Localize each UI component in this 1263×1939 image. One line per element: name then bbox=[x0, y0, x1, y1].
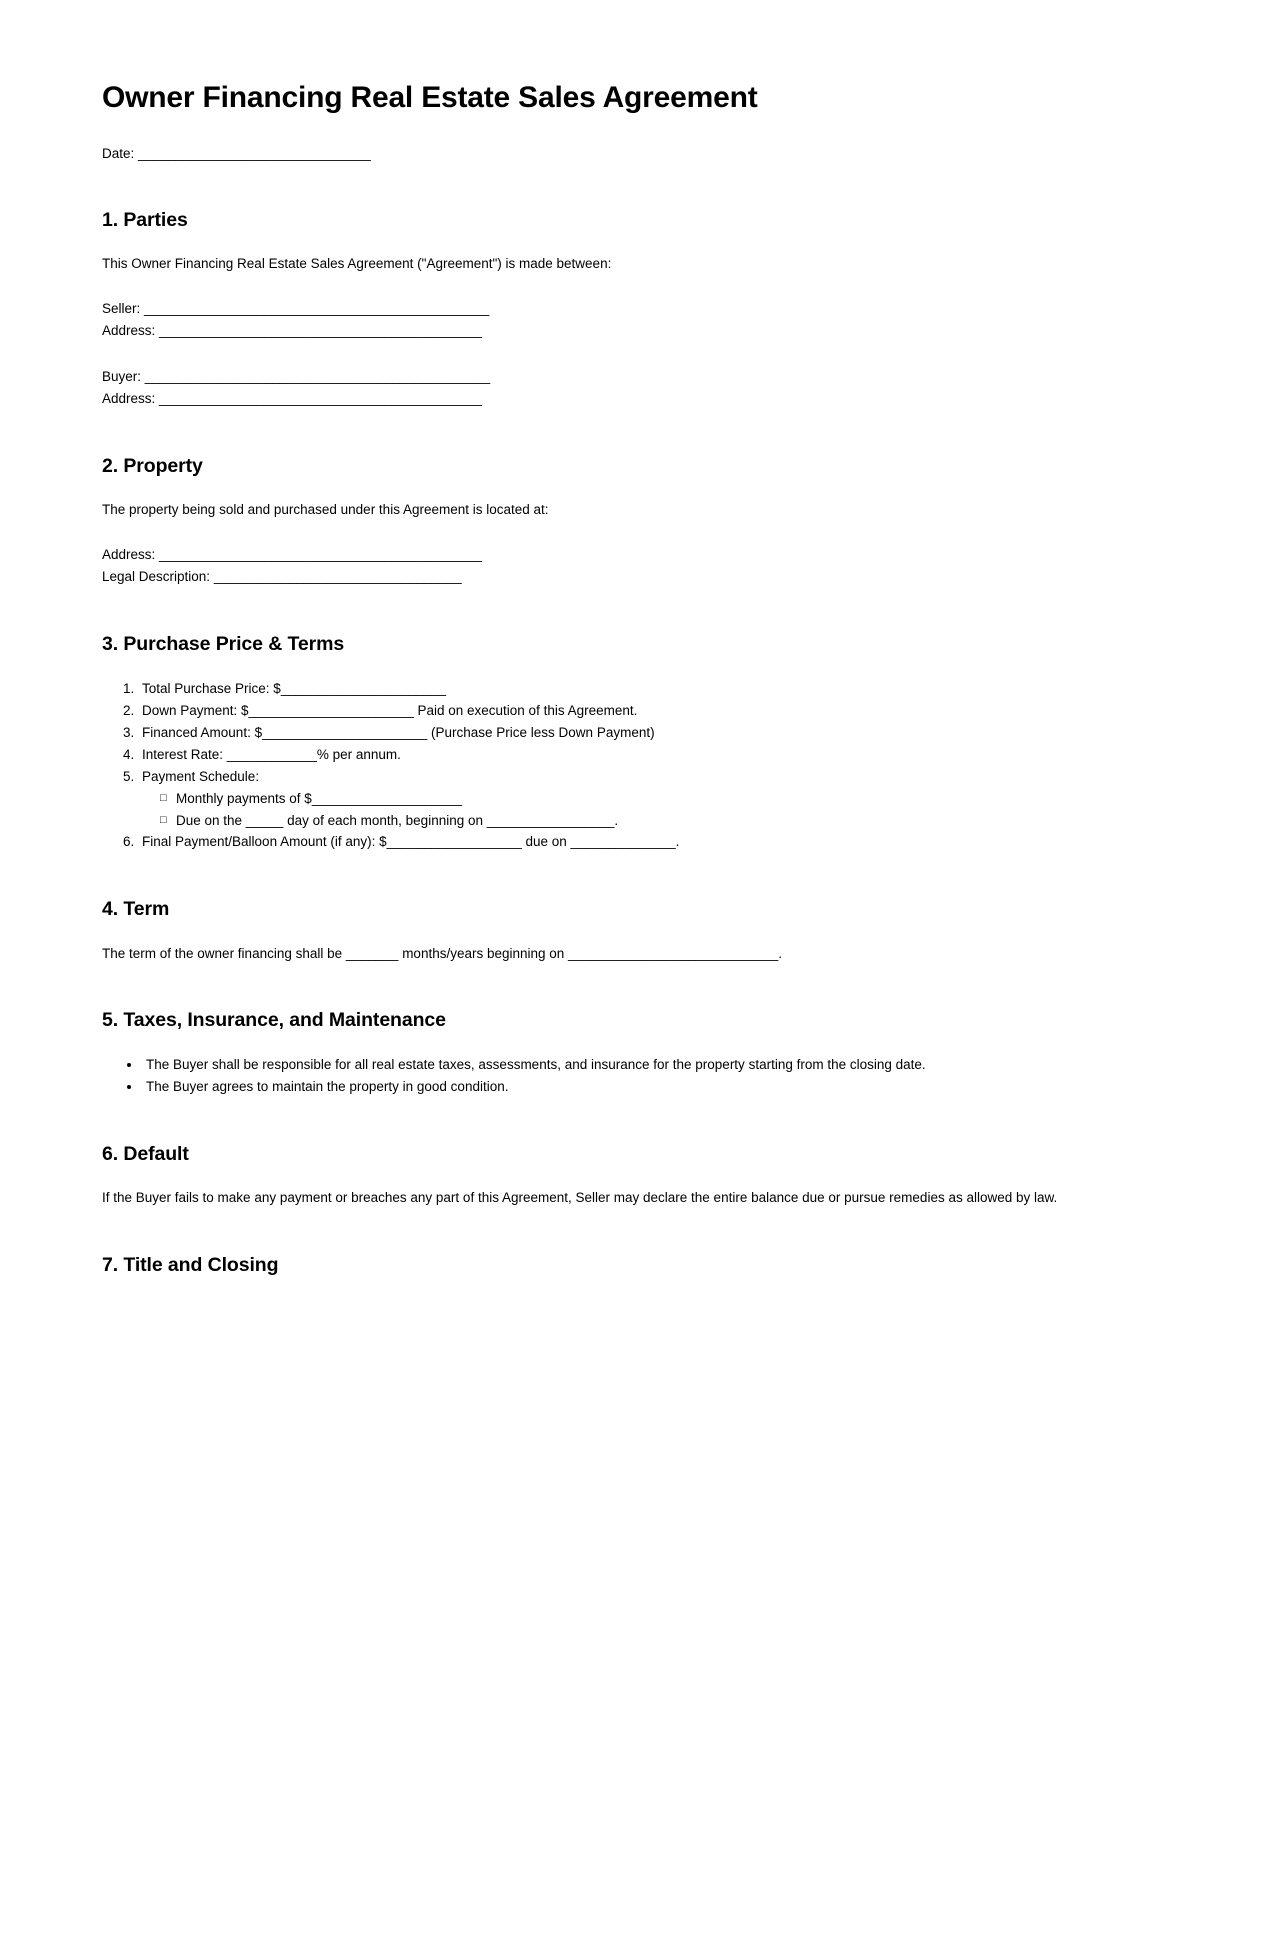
section-heading-taxes: 5. Taxes, Insurance, and Maintenance bbox=[102, 1008, 446, 1031]
financed-amount-text: Financed Amount: $______________________ (Purchase Price less Down Payment) bbox=[142, 725, 655, 741]
monthly-payments-text: Monthly payments of $____________________ bbox=[176, 790, 462, 806]
date-label: Date: bbox=[102, 146, 139, 161]
seller-address-blank[interactable]: ___________________________________________ bbox=[159, 323, 482, 339]
seller-name-blank[interactable]: ______________________________________________ bbox=[144, 301, 490, 317]
final-payment-text: Final Payment/Balloon Amount (if any): $__________________ due on ______________. bbox=[142, 834, 680, 850]
buyer-name-blank[interactable]: ______________________________________________ bbox=[144, 368, 491, 384]
taxes-bullet-list bbox=[102, 1054, 1163, 1098]
seller-name-line bbox=[102, 298, 1163, 320]
parties-intro-text: This Owner Financing Real Estate Sales Agreement ("Agreement") is made between: bbox=[102, 255, 612, 271]
payment-schedule-sub-list bbox=[142, 788, 1163, 832]
section-heading-property: 2. Property bbox=[102, 454, 203, 477]
buyer-name-line bbox=[102, 366, 1163, 388]
interest-rate-text: Interest Rate: ____________% per annum. bbox=[142, 746, 401, 762]
list-item-total-purchase-price[interactable] bbox=[138, 678, 1163, 700]
checkbox-square-icon: □ bbox=[160, 791, 167, 804]
property-address-line bbox=[102, 544, 1163, 566]
list-item-final-payment[interactable] bbox=[138, 831, 1163, 853]
seller-address-line bbox=[102, 320, 1163, 342]
sub-item-monthly-payments[interactable] bbox=[160, 788, 1163, 810]
list-item-down-payment[interactable] bbox=[138, 700, 1163, 722]
due-on-text: Due on the _____ day of each month, beginning on _________________. bbox=[176, 812, 619, 828]
total-purchase-price-text: Total Purchase Price: $______________________ bbox=[142, 681, 446, 697]
list-item-financed-amount[interactable] bbox=[138, 722, 1163, 744]
seller-address-label: Address: bbox=[102, 323, 160, 339]
section-heading-term: 4. Term bbox=[102, 898, 170, 921]
buyer-address-label: Address: bbox=[102, 390, 160, 406]
date-blank[interactable]: _______________________________ bbox=[138, 146, 371, 161]
section-heading-parties: 1. Parties bbox=[102, 208, 188, 231]
section-heading-purchase-price: 3. Purchase Price & Terms bbox=[102, 632, 345, 655]
list-item: • The Buyer agrees to maintain the property in good condition. bbox=[142, 1076, 1163, 1098]
legal-description-blank[interactable]: _________________________________ bbox=[213, 569, 462, 585]
legal-description-line bbox=[102, 566, 1163, 588]
buyer-address-blank[interactable]: ___________________________________________ bbox=[159, 390, 482, 406]
list-item: • The Buyer shall be responsible for all real estate taxes, assessments, and insurance for the property starting from the closing date. bbox=[142, 1054, 1163, 1076]
seller-label: Seller: bbox=[102, 301, 145, 317]
buyer-address-line bbox=[102, 388, 1163, 410]
page-title: Owner Financing Real Estate Sales Agreement bbox=[102, 81, 758, 114]
buyer-label: Buyer: bbox=[102, 368, 145, 384]
legal-description-label: Legal Description: bbox=[102, 569, 214, 585]
property-field-block bbox=[102, 544, 1163, 588]
buyer-field-block bbox=[102, 366, 1163, 410]
down-payment-text: Down Payment: $______________________ Paid on execution of this Agreement. bbox=[142, 703, 638, 719]
list-item-payment-schedule[interactable] bbox=[138, 766, 1163, 832]
term-text: The term of the owner financing shall be _______ months/years beginning on ____________________________. bbox=[102, 945, 783, 961]
property-intro-text: The property being sold and purchased under this Agreement is located at: bbox=[102, 502, 549, 517]
section-heading-title-closing: 7. Title and Closing bbox=[102, 1253, 279, 1276]
sub-item-due-on[interactable] bbox=[160, 810, 1163, 832]
seller-field-block bbox=[102, 298, 1163, 342]
property-address-label: Address: bbox=[102, 547, 160, 563]
checkbox-square-icon: □ bbox=[160, 813, 167, 826]
date-field-line bbox=[102, 144, 1163, 164]
section-heading-default: 6. Default bbox=[102, 1142, 189, 1165]
payment-schedule-label: Payment Schedule: bbox=[142, 768, 260, 784]
list-item-interest-rate[interactable] bbox=[138, 744, 1163, 766]
purchase-terms-list bbox=[102, 678, 1163, 853]
property-address-blank[interactable]: ___________________________________________ bbox=[159, 547, 482, 563]
default-text: If the Buyer fails to make any payment or breaches any part of this Agreement, Seller may declare the entire balance due or pursue remedies as allowed by law. bbox=[102, 1190, 1058, 1206]
